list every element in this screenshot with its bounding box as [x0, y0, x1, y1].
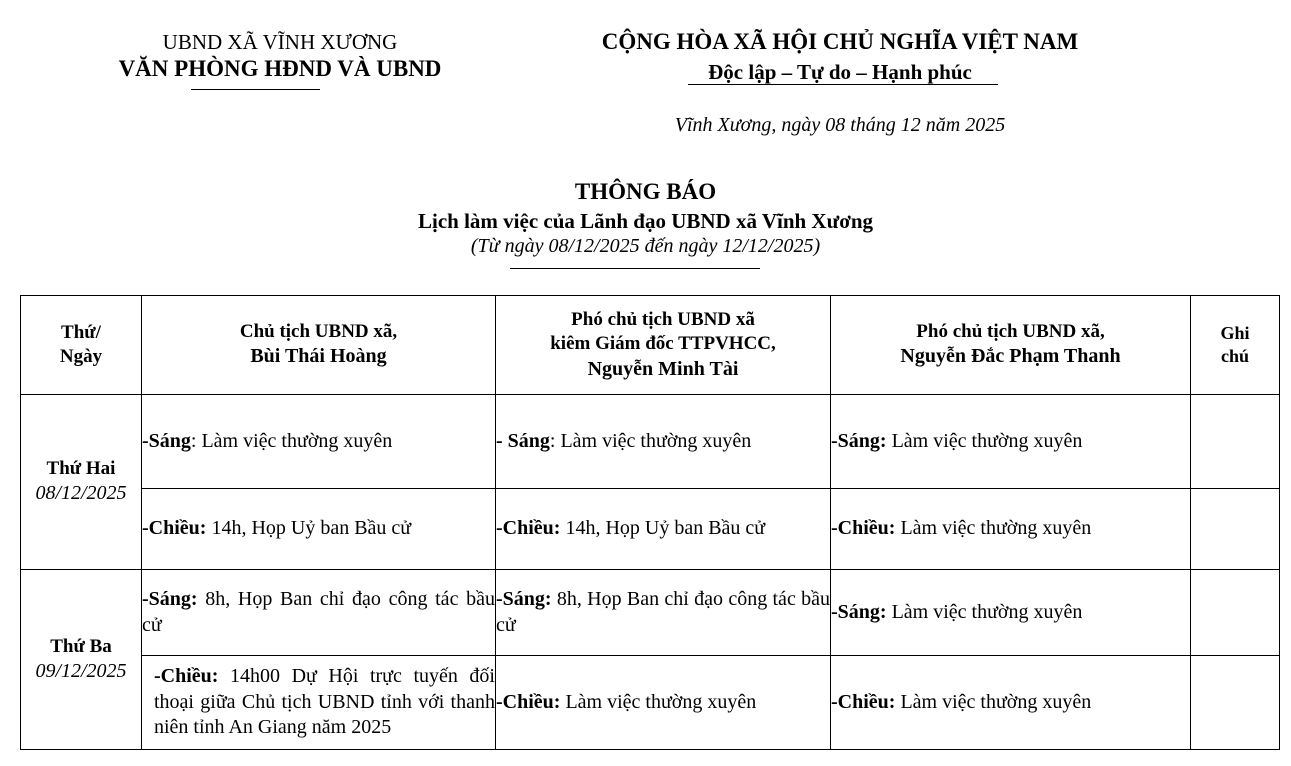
org-line-1: UBND XÃ VĨNH XƯƠNG — [162, 30, 398, 54]
session-label: -Chiều: — [496, 517, 561, 540]
header-chairman-line1: Chủ tịch UBND xã, — [239, 321, 398, 343]
motto: Độc lập – Tự do – Hạnh phúc — [708, 60, 972, 84]
header-vice2-line1: Phó chủ tịch UBND xã, — [916, 321, 1105, 343]
day-date: 09/12/2025 — [35, 659, 127, 682]
day-cell-tuesday — [21, 570, 142, 750]
session-label: -Chiều: — [142, 517, 207, 540]
header-vice-chairman-2 — [831, 296, 1191, 395]
motto-underline — [688, 84, 998, 85]
session-label: -Chiều: — [496, 690, 561, 713]
doc-title: THÔNG BÁO — [574, 179, 717, 204]
doc-subtitle: Lịch làm việc của Lãnh đạo UBND xã Vĩnh Xương — [418, 209, 873, 233]
session-text: 14h, Họp Uỷ ban Bầu cử — [560, 517, 766, 540]
session-text: Làm việc thường xuyên — [895, 690, 1092, 713]
session-label: -Sáng — [142, 429, 191, 452]
org-underline — [191, 89, 320, 90]
schedule-cell — [142, 489, 496, 570]
schedule-cell — [142, 570, 496, 656]
session-text: Làm việc thường xuyên — [560, 690, 757, 713]
org-line-2: VĂN PHÒNG HĐND VÀ UBND — [118, 56, 442, 81]
schedule-cell — [831, 570, 1191, 656]
table-row — [21, 570, 1280, 656]
note-cell — [1191, 395, 1280, 489]
day-name: Thứ Ba — [50, 635, 112, 657]
period-underline — [510, 268, 760, 269]
header-vice1-line1: Phó chủ tịch UBND xã — [571, 308, 755, 330]
session-label: -Chiều: — [154, 665, 219, 688]
schedule-cell — [496, 570, 831, 656]
session-text: 8h, Họp Ban chỉ đạo công tác bầu cử — [142, 588, 495, 636]
header-day-line1: Thứ/ — [61, 321, 101, 343]
schedule-cell — [142, 395, 496, 489]
table-row — [21, 489, 1280, 570]
table-header-row — [21, 296, 1280, 395]
table-row — [21, 395, 1280, 489]
day-name: Thứ Hai — [46, 458, 116, 480]
session-label: - Sáng — [496, 429, 550, 452]
day-cell-monday — [21, 395, 142, 570]
session-text: Làm việc thường xuyên — [886, 429, 1083, 452]
doc-period: (Từ ngày 08/12/2025 đến ngày 12/12/2025) — [470, 235, 821, 257]
schedule-cell — [831, 656, 1191, 750]
header-day — [21, 296, 142, 395]
session-label: -Sáng: — [496, 588, 552, 611]
nation-title: CỘNG HÒA XÃ HỘI CHỦ NGHĨA VIỆT NAM — [601, 29, 1079, 54]
note-cell — [1191, 489, 1280, 570]
session-label: -Chiều: — [831, 517, 896, 540]
session-text: Làm việc thường xuyên — [886, 600, 1083, 623]
table-row — [21, 656, 1280, 750]
session-text: : Làm việc thường xuyên — [190, 429, 393, 452]
place-date: Vĩnh Xương, ngày 08 tháng 12 năm 2025 — [674, 114, 1006, 136]
header-vice-chairman-1 — [496, 296, 831, 395]
schedule-cell — [831, 395, 1191, 489]
session-text: Làm việc thường xuyên — [895, 517, 1092, 540]
note-cell — [1191, 656, 1280, 750]
schedule-cell — [496, 656, 831, 750]
header-vice1-line3: Nguyễn Minh Tài — [587, 357, 739, 380]
header-vice1-line2: kiêm Giám đốc TTPVHCC, — [550, 333, 776, 355]
schedule-cell — [831, 489, 1191, 570]
session-text: : Làm việc thường xuyên — [549, 429, 752, 452]
schedule-cell — [496, 489, 831, 570]
header-chairman-line2: Bùi Thái Hoàng — [250, 345, 387, 368]
header-vice2-line2: Nguyễn Đắc Phạm Thanh — [900, 345, 1121, 368]
schedule-cell — [496, 395, 831, 489]
session-text: 14h, Họp Uỷ ban Bầu cử — [206, 517, 412, 540]
header-note-line2: chú — [1220, 346, 1249, 366]
session-label: -Sáng: — [831, 429, 887, 452]
header-day-line2: Ngày — [59, 346, 103, 367]
day-date: 08/12/2025 — [35, 482, 127, 505]
session-label: -Chiều: — [831, 690, 896, 713]
header-chairman — [142, 296, 496, 395]
note-cell — [1191, 570, 1280, 656]
session-text: 8h, Họp Ban chỉ đạo công tác bầu cử — [496, 588, 830, 636]
header-note-line1: Ghi — [1220, 322, 1250, 343]
header-note — [1191, 296, 1280, 395]
session-label: -Sáng: — [831, 600, 887, 623]
schedule-cell — [142, 656, 496, 750]
schedule-table — [20, 295, 1280, 750]
session-label: -Sáng: — [142, 588, 198, 611]
session-text: 14h00 Dự Hội trực tuyến đối thoại giữa Chủ tịch UBND tỉnh với thanh niên tỉnh An Giang năm 2025 — [154, 665, 495, 739]
